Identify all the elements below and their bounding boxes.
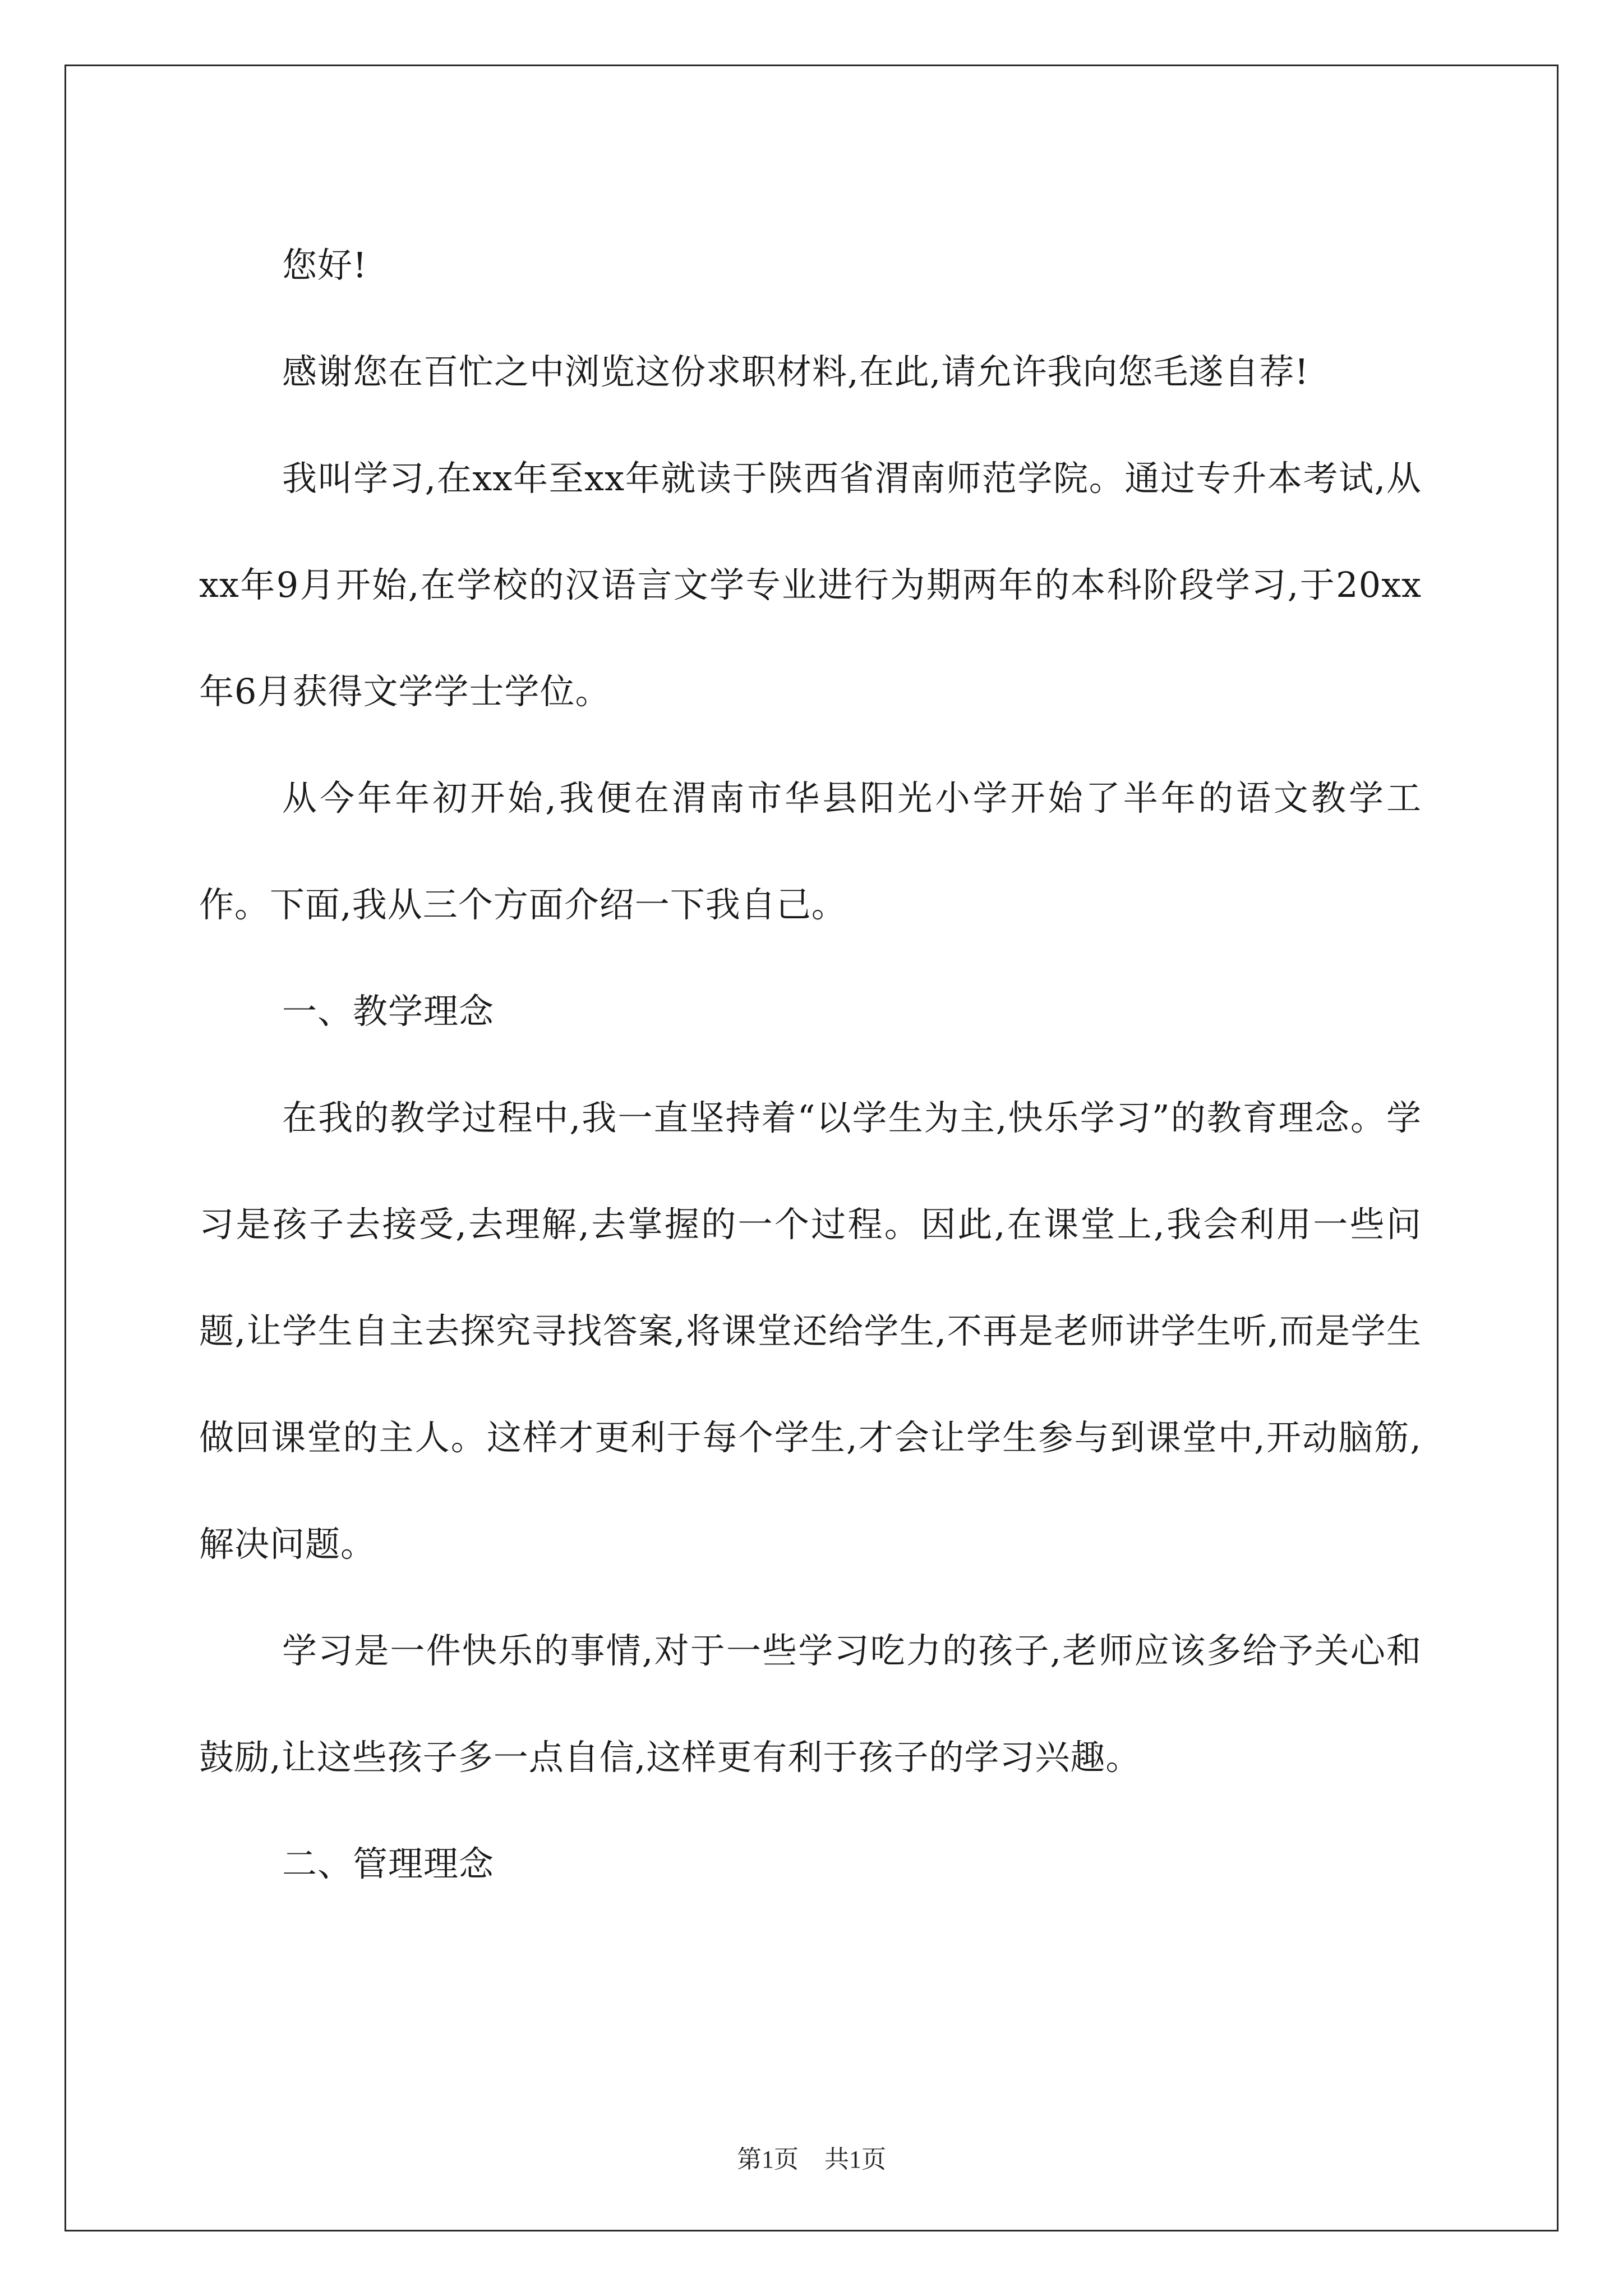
document-body <box>199 212 1422 1917</box>
page-footer <box>0 2144 1623 2175</box>
paragraph-thanks: 感谢您在百忙之中浏览这份求职材料,在此,请允许我向您毛遂自荐! <box>282 351 1310 392</box>
paragraph-teaching-philosophy: 在我的教学过程中,我一直坚持着“以学生为主,快乐学习”的教育理念。学习是孩子去接受,去理解,去掌握的一个过程。因此,在课堂上,我会利用一些问题,让学生自主去探究寻找答案,将课堂还给学生,不再是老师讲学生听,而是学生做回课堂的主人。这样才更利于每个学生,才会让学生参与到课堂中,开动脑筋,解决问题。 <box>199 1097 1422 1565</box>
paragraph-experience: 从今年年初开始,我便在渭南市华县阳光小学开始了半年的语文教学工作。下面,我从三个方面介绍一下我自己。 <box>199 777 1422 925</box>
paragraph-education: 我叫学习,在xx年至xx年就读于陕西省渭南师范学院。通过专升本考试,从xx年9月开始,在学校的汉语言文学专业进行为期两年的本科阶段学习,于20xx年6月获得文学学士学位。 <box>199 458 1422 712</box>
heading-management-philosophy: 二、管理理念 <box>282 1843 495 1884</box>
greeting: 您好! <box>282 245 367 286</box>
heading-teaching-philosophy: 一、教学理念 <box>282 991 495 1032</box>
paragraph-encouragement: 学习是一件快乐的事情,对于一些学习吃力的孩子,老师应该多给予关心和鼓励,让这些孩子多一点自信,这样更有利于孩子的学习兴趣。 <box>199 1630 1422 1778</box>
page-total: 共1页 <box>824 2146 886 2173</box>
page-number: 第1页 <box>737 2146 799 2173</box>
